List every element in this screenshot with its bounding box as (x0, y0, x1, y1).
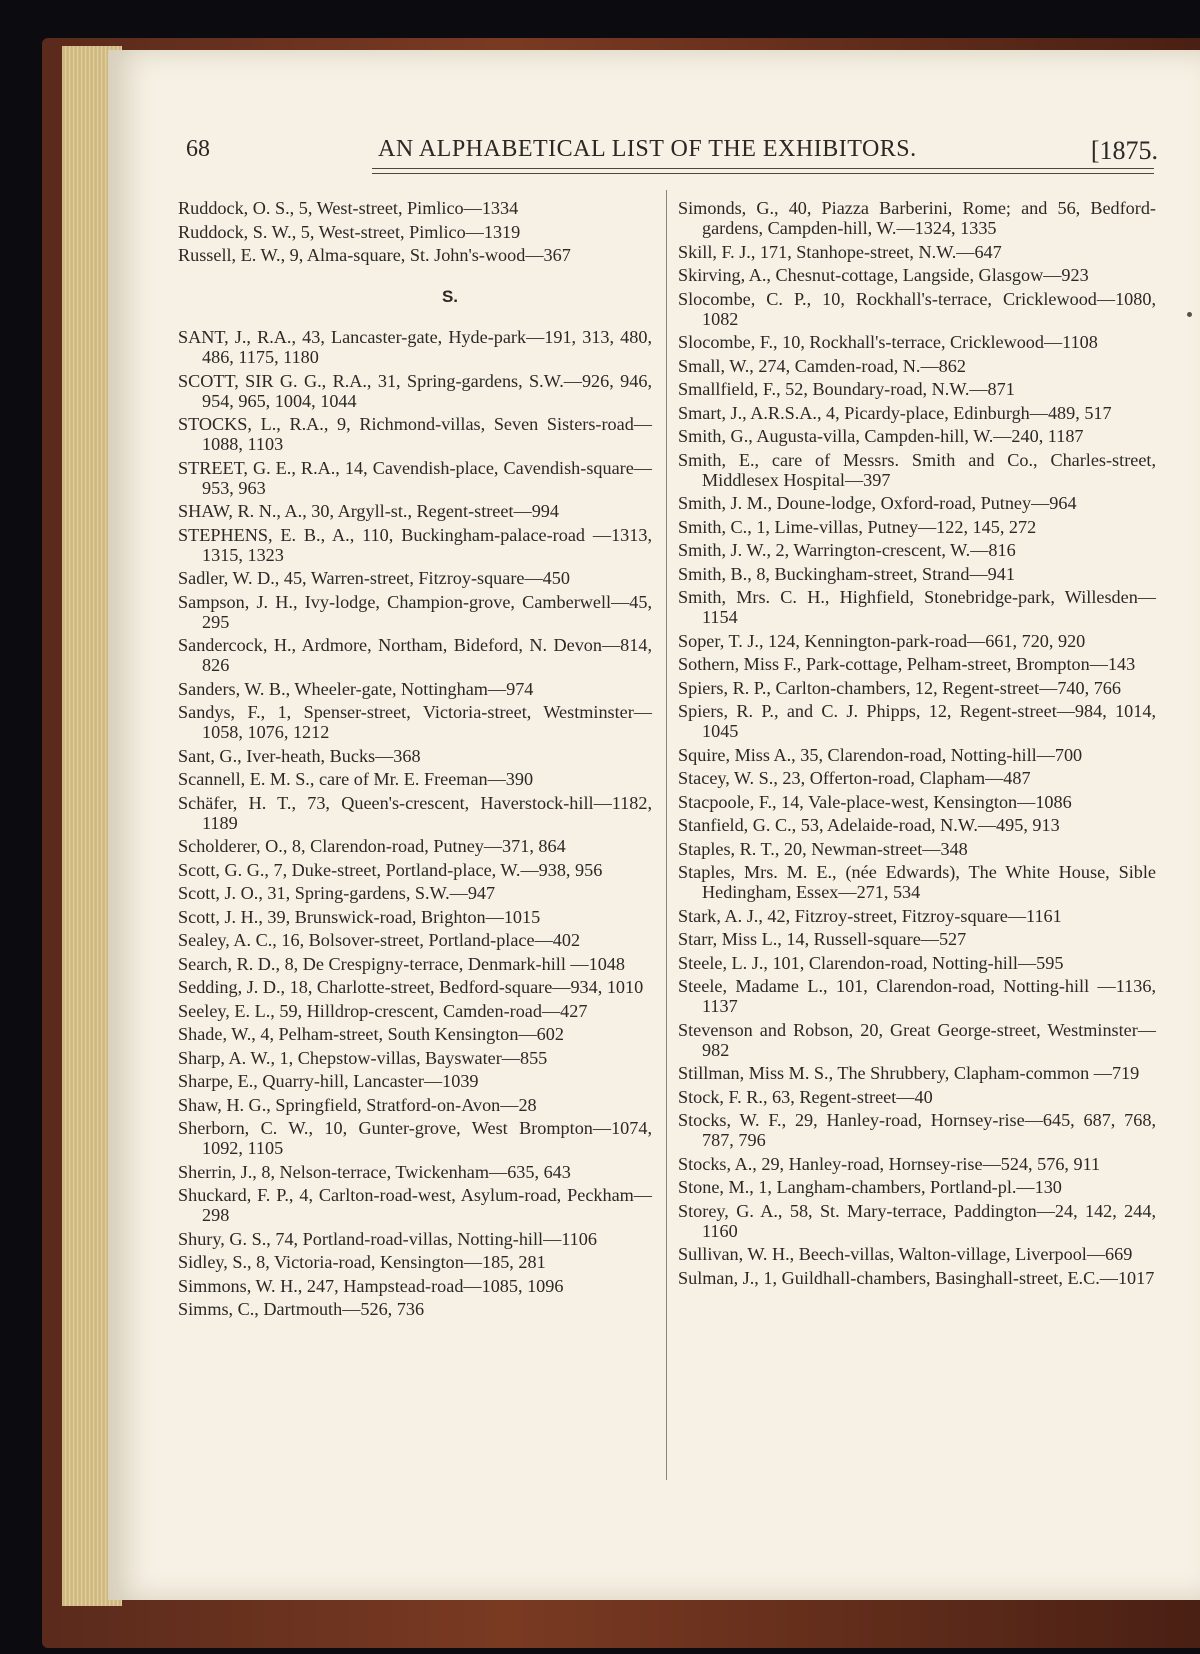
exhibitor-entry: Scannell, E. M. S., care of Mr. E. Freeman—390 (178, 769, 534, 789)
exhibitor-entry: Shaw, H. G., Springfield, Stratford-on-Avon—28 (178, 1094, 537, 1115)
exhibitor-entry: Smith, E., care of Messrs. Smith and Co., Charles-street, Middlesex Hospital—397 (678, 449, 1156, 490)
exhibitor-entry: Shuckard, F. P., 4, Carlton-road-west, Asylum-road, Peckham—298 (178, 1185, 652, 1225)
exhibitor-entry: Slocombe, F., 10, Rockhall's-terrace, Cricklewood—1108 (678, 332, 1098, 352)
exhibitor-entry: Spiers, R. P., and C. J. Phipps, 12, Regent-street—984, 1014, 1045 (678, 701, 1156, 741)
exhibitor-entry: Sidley, S., 8, Victoria-road, Kensington—185, 281 (178, 1252, 546, 1272)
exhibitor-entry: Scott, J. H., 39, Brunswick-road, Brighton—1015 (178, 906, 541, 927)
exhibitor-entry: Schäfer, H. T., 73, Queen's-crescent, Haverstock-hill—1182, 1189 (178, 792, 652, 833)
exhibitor-entry: STOCKS, L., R.A., 9, Richmond-villas, Seven Sisters-road—1088, 1103 (178, 414, 652, 454)
exhibitor-entry: Sandys, F., 1, Spenser-street, Victoria-street, Westminster—1058, 1076, 1212 (178, 702, 652, 742)
exhibitor-entry: Staples, R. T., 20, Newman-street—348 (678, 838, 968, 859)
exhibitor-entry: Simms, C., Dartmouth—526, 736 (178, 1299, 425, 1319)
exhibitor-entry: Steele, L. J., 101, Clarendon-road, Notting-hill—595 (678, 952, 1064, 973)
exhibitor-entry: SHAW, R. N., A., 30, Argyll-st., Regent-street—994 (178, 501, 559, 521)
exhibitor-entry: Smart, J., A.R.S.A., 4, Picardy-place, Edinburgh—489, 517 (678, 402, 1112, 423)
exhibitor-entry: Sothern, Miss F., Park-cottage, Pelham-street, Brompton—143 (678, 654, 1136, 674)
exhibitor-entry: Sherrin, J., 8, Nelson-terrace, Twickenham—635, 643 (178, 1161, 571, 1182)
exhibitor-entry: Scott, G. G., 7, Duke-street, Portland-place, W.—938, 956 (178, 859, 603, 880)
exhibitor-entry: Skill, F. J., 171, Stanhope-street, N.W.—647 (678, 241, 1002, 262)
right-column (678, 198, 1156, 1291)
exhibitor-entry: Soper, T. J., 124, Kennington-park-road—661, 720, 920 (678, 630, 1086, 651)
exhibitor-entry: Smith, J. W., 2, Warrington-crescent, W.—816 (678, 540, 1016, 560)
exhibitor-entry: Stillman, Miss M. S., The Shrubbery, Clapham-common —719 (678, 1063, 1140, 1083)
exhibitor-entry: Seeley, E. L., 59, Hilldrop-crescent, Camden-road—427 (178, 1000, 588, 1021)
column-divider (666, 190, 667, 1480)
exhibitor-entry: Stock, F. R., 63, Regent-street—40 (678, 1086, 933, 1107)
header-year: [1875. (1090, 136, 1158, 165)
exhibitor-entry: Staples, Mrs. M. E., (née Edwards), The White House, Sible Hedingham, Essex—271, 534 (678, 862, 1156, 902)
exhibitor-entry: Smith, G., Augusta-villa, Campden-hill, W.—240, 1187 (678, 426, 1084, 446)
exhibitor-entry: Sullivan, W. H., Beech-villas, Walton-village, Liverpool—669 (678, 1244, 1133, 1264)
right-main-entries (678, 198, 1156, 1288)
exhibitor-entry: Scholderer, O., 8, Clarendon-road, Putney—371, 864 (178, 836, 566, 856)
page-title: AN ALPHABETICAL LIST OF THE EXHIBITORS. (378, 136, 917, 162)
page-number: 68 (186, 136, 210, 162)
exhibitor-entry: Small, W., 274, Camden-road, N.—862 (678, 355, 966, 376)
exhibitor-entry: Sedding, J. D., 18, Charlotte-street, Bedford-square—934, 1010 (178, 977, 644, 997)
exhibitor-entry: Shury, G. S., 74, Portland-road-villas, Notting-hill—1106 (178, 1228, 597, 1249)
exhibitor-entry: STEPHENS, E. B., A., 110, Buckingham-palace-road —1313, 1315, 1323 (178, 524, 652, 565)
exhibitor-entry: Simonds, G., 40, Piazza Barberini, Rome; and 56, Bedford-gardens, Campden-hill, W.—1324, 1335 (678, 198, 1156, 238)
left-column (178, 198, 652, 1323)
exhibitor-entry: Storey, G. A., 58, St. Mary-terrace, Paddington—24, 142, 244, 1160 (678, 1200, 1156, 1241)
exhibitor-entry: Starr, Miss L., 14, Russell-square—527 (678, 929, 967, 949)
exhibitor-entry: Smith, Mrs. C. H., Highfield, Stonebridge-park, Willesden—1154 (678, 587, 1156, 627)
exhibitor-entry: Spiers, R. P., Carlton-chambers, 12, Regent-street—740, 766 (678, 677, 1121, 698)
exhibitor-entry: Stark, A. J., 42, Fitzroy-street, Fitzroy-square—1161 (678, 905, 1062, 926)
exhibitor-entry: Sant, G., Iver-heath, Bucks—368 (178, 745, 421, 766)
exhibitor-entry: Stevenson and Robson, 20, Great George-street, Westminster—982 (678, 1019, 1156, 1060)
exhibitor-entry: Squire, Miss A., 35, Clarendon-road, Notting-hill—700 (678, 744, 1083, 765)
exhibitor-entry: Shade, W., 4, Pelham-street, South Kensington—602 (178, 1024, 564, 1044)
exhibitor-entry: Ruddock, O. S., 5, West-street, Pimlico—1334 (178, 198, 519, 218)
exhibitor-entry: STREET, G. E., R.A., 14, Cavendish-place, Cavendish-square—953, 963 (178, 457, 652, 498)
exhibitor-entry: Search, R. D., 8, De Crespigny-terrace, Denmark-hill —1048 (178, 953, 625, 974)
exhibitor-entry: Smallfield, F., 52, Boundary-road, N.W.—871 (678, 379, 1015, 399)
exhibitor-entry: Sanders, W. B., Wheeler-gate, Nottingham—974 (178, 678, 534, 699)
exhibitor-entry: Sampson, J. H., Ivy-lodge, Champion-grove, Camberwell—45, 295 (178, 591, 652, 632)
exhibitor-entry: Sandercock, H., Ardmore, Northam, Bideford, N. Devon—814, 826 (178, 635, 652, 675)
exhibitor-entry: Russell, E. W., 9, Alma-square, St. John's-wood—367 (178, 245, 571, 265)
header-rule (372, 168, 1154, 174)
exhibitor-entry: Sadler, W. D., 45, Warren-street, Fitzroy-square—450 (178, 568, 570, 588)
exhibitor-entry: Sherborn, C. W., 10, Gunter-grove, West Brompton—1074, 1092, 1105 (178, 1118, 652, 1158)
exhibitor-entry: Smith, J. M., Doune-lodge, Oxford-road, Putney—964 (678, 493, 1077, 513)
exhibitor-entry: Scott, J. O., 31, Spring-gardens, S.W.—947 (178, 883, 496, 903)
exhibitor-entry: Stocks, A., 29, Hanley-road, Hornsey-rise—524, 576, 911 (678, 1153, 1101, 1174)
exhibitor-entry: Sulman, J., 1, Guildhall-chambers, Basinghall-street, E.C.—1017 (678, 1267, 1155, 1288)
exhibitor-entry: Simmons, W. H., 247, Hampstead-road—1085, 1096 (178, 1275, 564, 1296)
exhibitor-entry: Ruddock, S. W., 5, West-street, Pimlico—1319 (178, 221, 521, 242)
exhibitor-entry: Stacey, W. S., 23, Offerton-road, Clapham—487 (678, 768, 1031, 788)
exhibitor-entry: Slocombe, C. P., 10, Rockhall's-terrace, Cricklewood—1080, 1082 (678, 288, 1156, 329)
running-head (186, 136, 1158, 172)
exhibitor-entry: Skirving, A., Chesnut-cottage, Langside, Glasgow—923 (678, 265, 1089, 285)
left-top-entries (178, 198, 652, 265)
exhibitor-entry: Stacpoole, F., 14, Vale-place-west, Kensington—1086 (678, 791, 1072, 812)
page-mark (1187, 312, 1192, 317)
exhibitor-entry: Stone, M., 1, Langham-chambers, Portland-pl.—130 (678, 1177, 1062, 1197)
exhibitor-entry: Stocks, W. F., 29, Hanley-road, Hornsey-rise—645, 687, 768, 787, 796 (678, 1110, 1156, 1150)
exhibitor-entry: Stanfield, G. C., 53, Adelaide-road, N.W.—495, 913 (678, 815, 1060, 835)
exhibitor-entry: Smith, B., 8, Buckingham-street, Strand—941 (678, 563, 1015, 584)
exhibitor-entry: Smith, C., 1, Lime-villas, Putney—122, 145, 272 (678, 516, 1037, 537)
exhibitor-entry: Sealey, A. C., 16, Bolsover-street, Portland-place—402 (178, 930, 581, 950)
section-letter: S. (441, 287, 459, 306)
left-main-entries (178, 327, 652, 1319)
exhibitor-entry: Sharpe, E., Quarry-hill, Lancaster—1039 (178, 1071, 479, 1091)
exhibitor-entry: SCOTT, SIR G. G., R.A., 31, Spring-gardens, S.W.—926, 946, 954, 965, 1004, 1044 (178, 370, 652, 411)
exhibitor-entry: Sharp, A. W., 1, Chepstow-villas, Bayswater—855 (178, 1047, 548, 1068)
exhibitor-entry: Steele, Madame L., 101, Clarendon-road, Notting-hill —1136, 1137 (678, 976, 1156, 1016)
exhibitor-entry: SANT, J., R.A., 43, Lancaster-gate, Hyde-park—191, 313, 480, 486, 1175, 1180 (178, 327, 652, 367)
